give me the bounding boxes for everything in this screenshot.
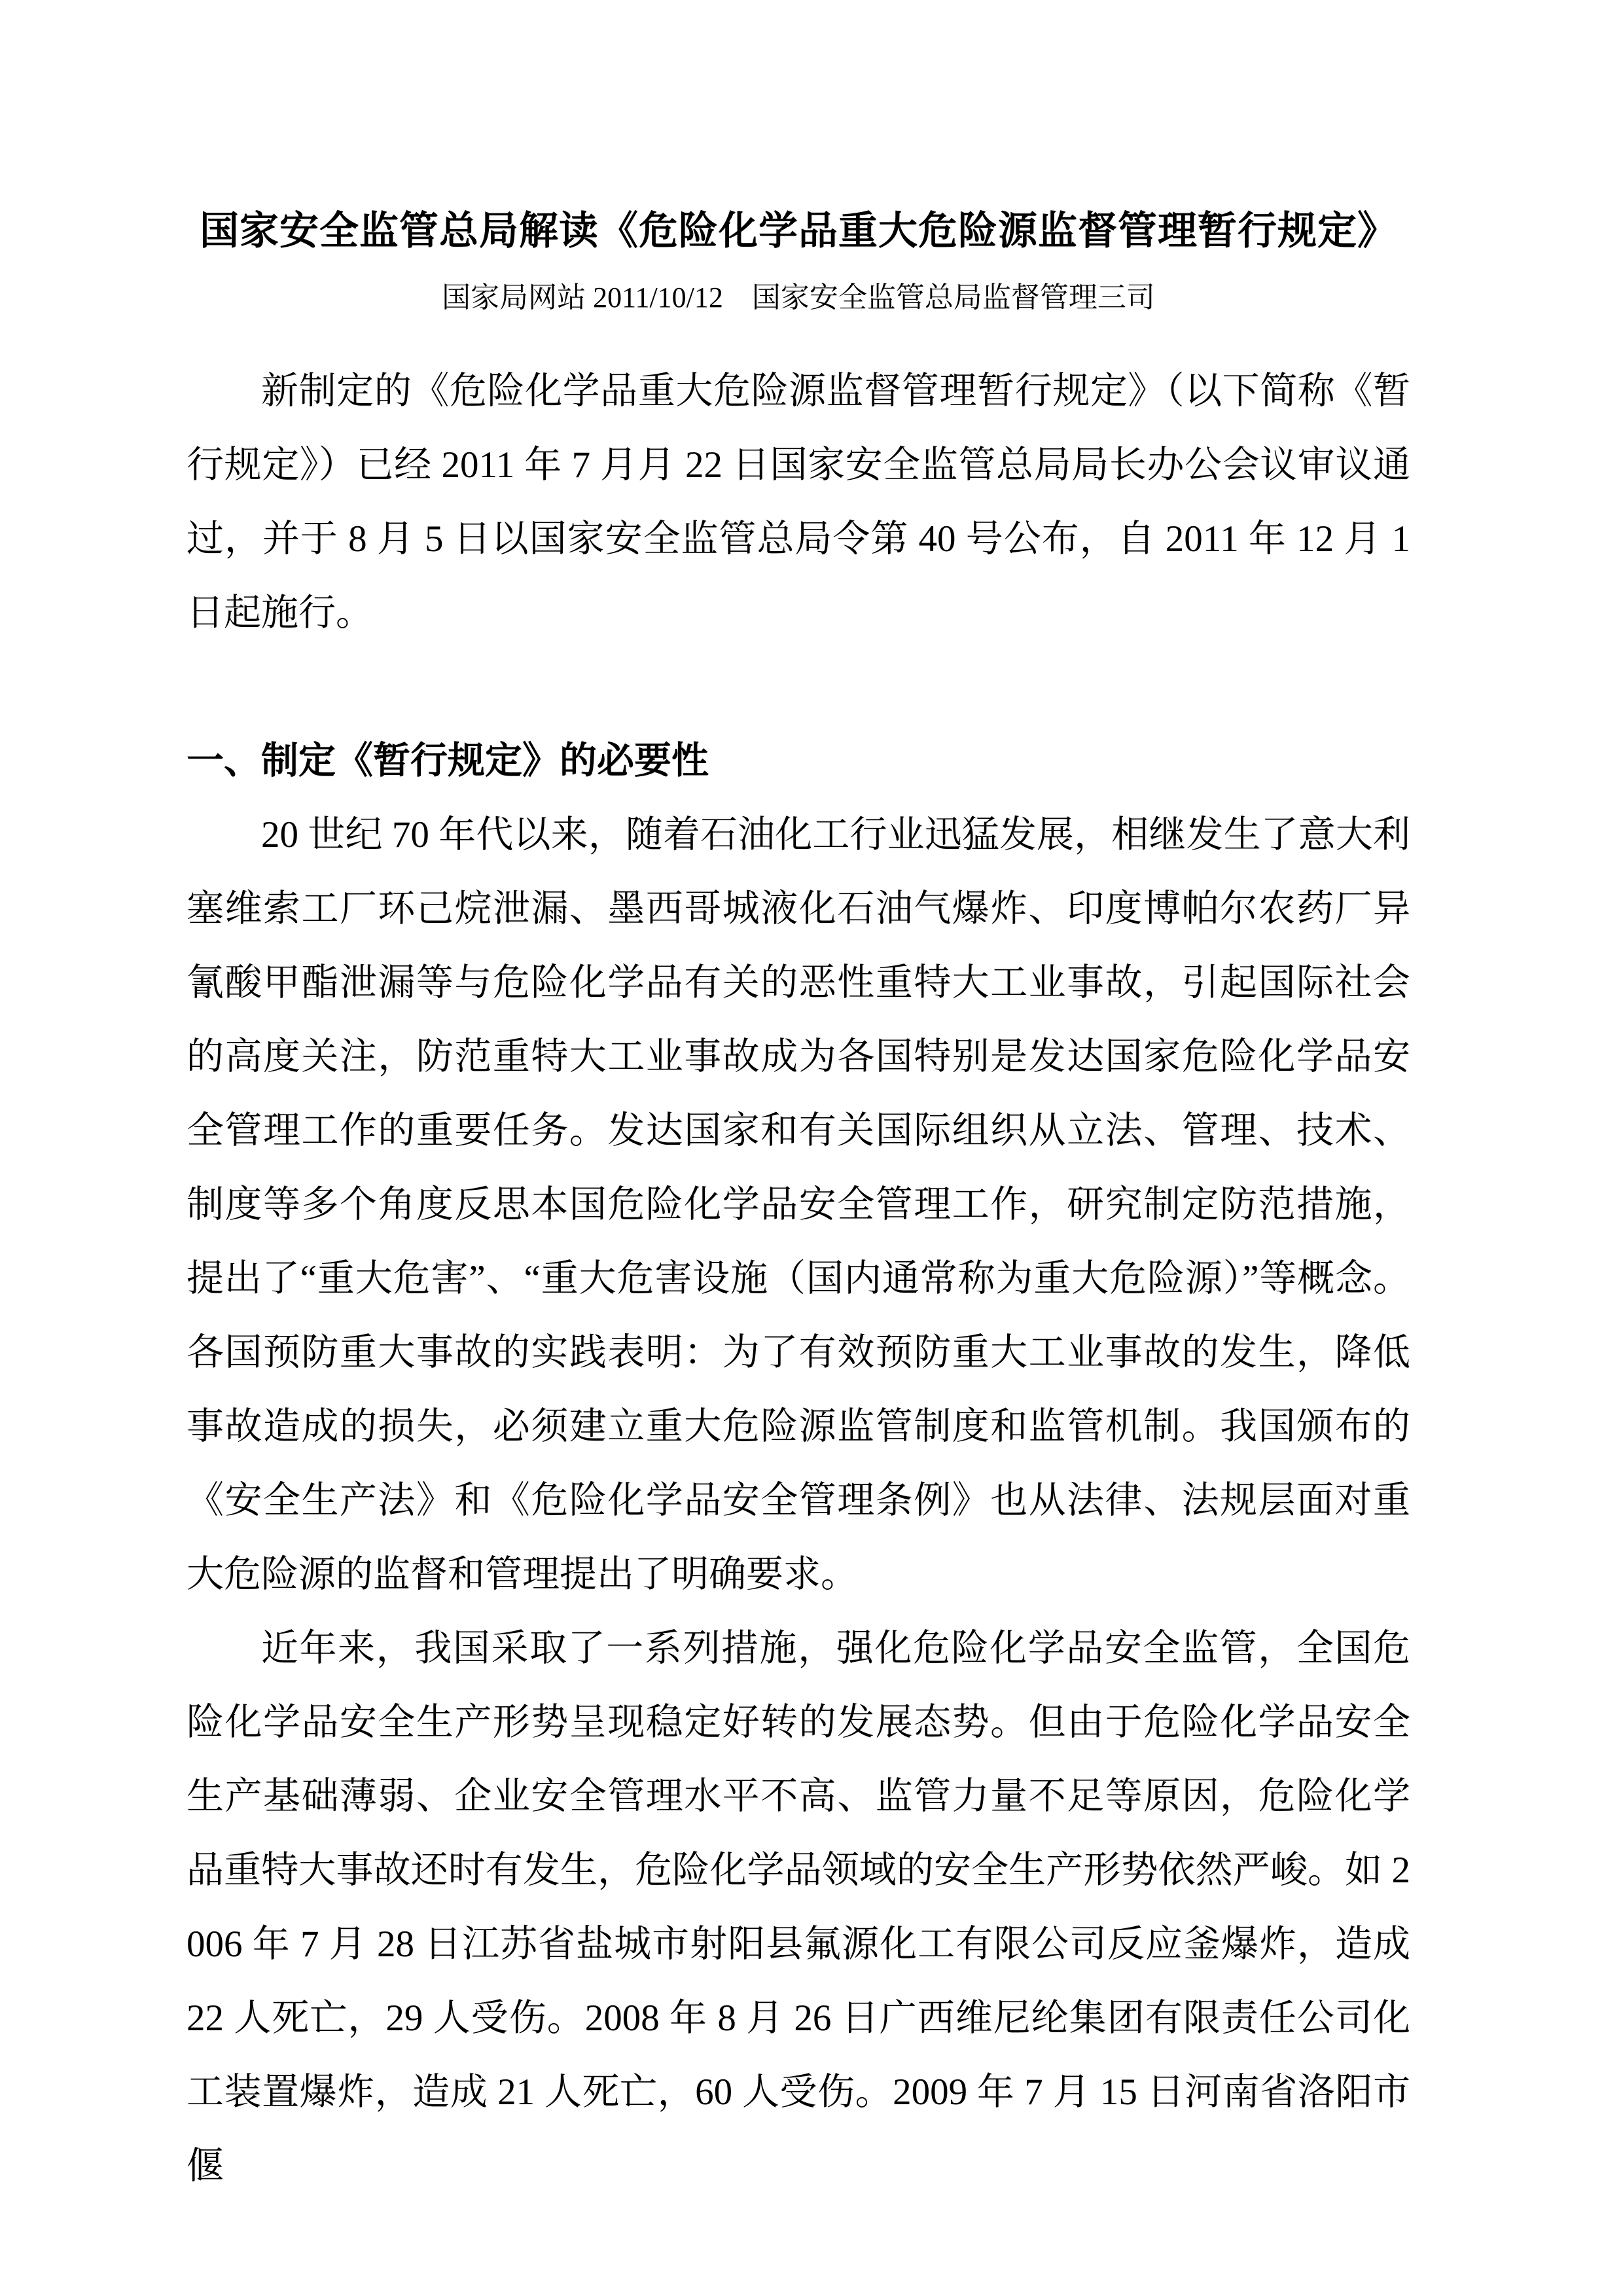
- section-paragraph-1: 20 世纪 70 年代以来，随着石油化工行业迅猛发展，相继发生了意大利塞维索工厂环己烷泄漏、墨西哥城液化石油气爆炸、印度博帕尔农药厂异氰酸甲酯泄漏等与危险化学品有关的恶性重特大工业事故，引起国际社会的高度关注，防范重特大工业事故成为各国特别是发达国家危险化学品安全管理工作的重要任务。发达国家和有关国际组织从立法、管理、技术、制度等多个角度反思本国危险化学品安全管理工作，研究制定防范措施，提出了“重大危害”、“重大危害设施（国内通常称为重大危险源）”等概念。各国预防重大事故的实践表明：为了有效预防重大工业事故的发生，降低事故造成的损失，必须建立重大危险源监管制度和监管机制。我国颁布的《安全生产法》和《危险化学品安全管理条例》也从法律、法规层面对重大危险源的监督和管理提出了明确要求。: [187, 814, 1410, 1595]
- document-byline: 国家局网站 2011/10/12 国家安全监管总局监督管理三司: [442, 281, 1155, 314]
- intro-paragraph: 新制定的《危险化学品重大危险源监督管理暂行规定》（以下简称《暂行规定》）已经 2011 年 7 月月 22 日国家安全监管总局局长办公会议审议通过，并于 8 月 5 日以国家安全监管总局令第 40 号公布，自 2011 年 12 月 1 日起施行。: [187, 370, 1410, 634]
- document-title: 国家安全监管总局解读《危险化学品重大危险源监督管理暂行规定》: [200, 209, 1397, 253]
- section-paragraph-2: 近年来，我国采取了一系列措施，强化危险化学品安全监管，全国危险化学品安全生产形势呈现稳定好转的发展态势。但由于危险化学品安全生产基础薄弱、企业安全管理水平不高、监管力量不足等原因，危险化学品重特大事故还时有发生，危险化学品领域的安全生产形势依然严峻。如 2006 年 7 月 28 日江苏省盐城市射阳县氟源化工有限公司反应釜爆炸，造成 22 人死亡，29 人受伤。2008 年 8 月 26 日广西维尼纶集团有限责任公司化工装置爆炸，造成 21 人死亡，60 人受伤。2009 年 7 月 15 日河南省洛阳市偃: [187, 1628, 1410, 2187]
- section-heading: 一、制定《暂行规定》的必要性: [187, 740, 709, 781]
- document-body: [187, 354, 1410, 2203]
